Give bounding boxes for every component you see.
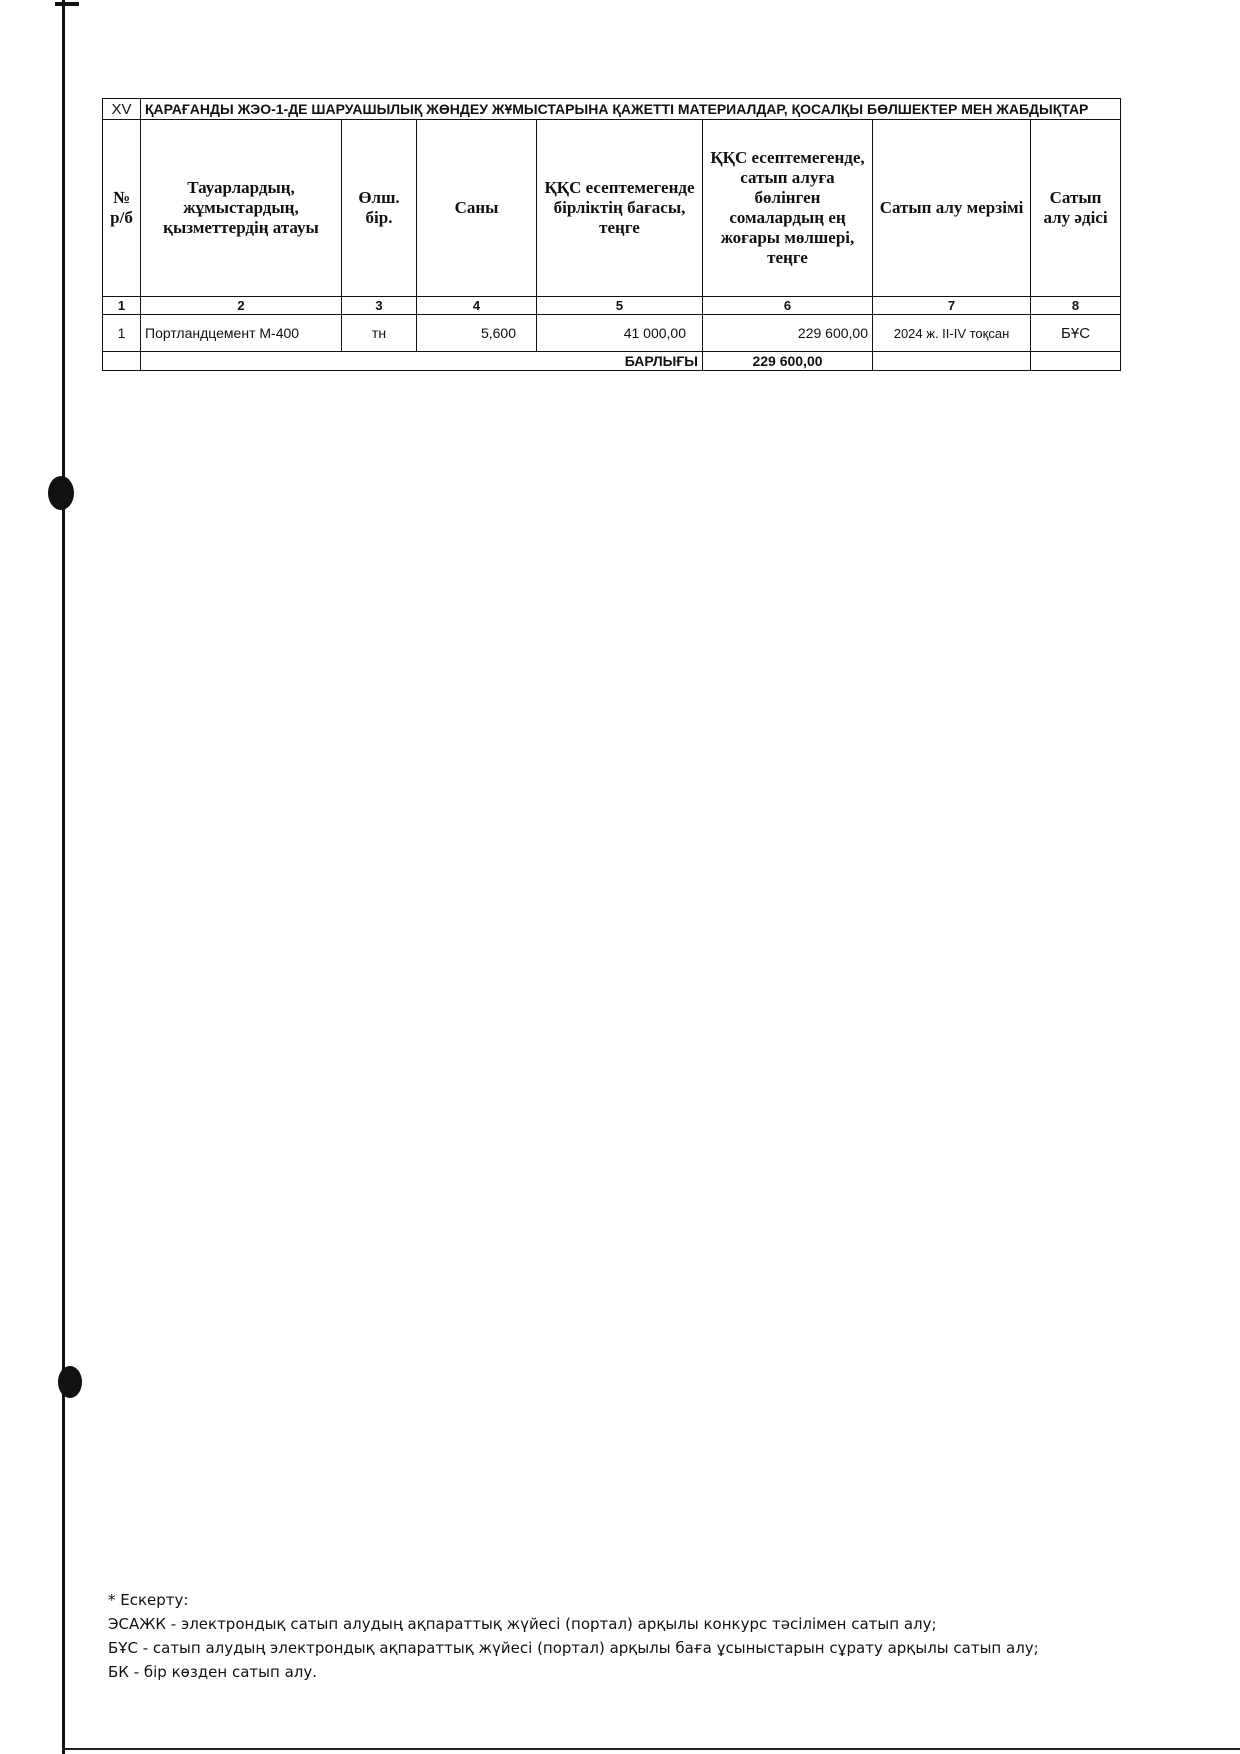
page-bottom-edge (62, 1748, 1240, 1750)
column-number: 3 (342, 297, 417, 315)
row-method: БҰС (1031, 315, 1121, 352)
row-qty: 5,600 (417, 315, 537, 352)
column-number: 5 (537, 297, 703, 315)
header-unit-price: ҚҚС есептемегенде бірліктің бағасы, теңге (537, 120, 703, 297)
total-row (103, 352, 1121, 371)
header-no: № р/б (103, 120, 141, 297)
row-unit-price: 41 000,00 (537, 315, 703, 352)
note-line: ЭСАЖК - электрондық сатып алудың ақпараттық жүйесі (портал) арқылы конкурс тәсілімен сатып алу; (108, 1615, 937, 1633)
row-amount: 229 600,00 (703, 315, 873, 352)
total-label: БАРЛЫҒЫ (141, 352, 703, 371)
row-unit: тн (342, 315, 417, 352)
procurement-table (102, 98, 1121, 371)
punch-hole-2 (58, 1366, 82, 1398)
total-value: 229 600,00 (703, 352, 873, 371)
column-number: 1 (103, 297, 141, 315)
column-number: 2 (141, 297, 342, 315)
note-line: БҰС - сатып алудың электрондық ақпараттық жүйесі (портал) арқылы баға ұсыныстарын сұрату арқылы сатып алу; (108, 1639, 1039, 1657)
section-row (103, 99, 1121, 120)
section-number: XV (103, 99, 141, 120)
column-number: 4 (417, 297, 537, 315)
header-name: Тауарлардың, жұмыстардың, қызметтердің атауы (141, 120, 342, 297)
column-number: 8 (1031, 297, 1121, 315)
column-number: 6 (703, 297, 873, 315)
note-line: БК - бір көзден сатып алу. (108, 1663, 318, 1681)
punch-hole-1 (48, 476, 74, 510)
column-number: 7 (873, 297, 1031, 315)
row-period: 2024 ж. II-IV тоқсан (873, 315, 1031, 352)
notes-block (108, 1588, 1108, 1684)
binding-edge-line (62, 0, 65, 1754)
column-number-row (103, 297, 1121, 315)
header-qty: Саны (417, 120, 537, 297)
header-amount: ҚҚС есептемегенде, сатып алуға бөлінген сомалардың ең жоғары мөлшері, теңге (703, 120, 873, 297)
total-empty-cell (873, 352, 1031, 371)
notes-heading: * Ескерту: (108, 1591, 189, 1609)
binding-edge-top (55, 2, 79, 6)
total-empty-cell (1031, 352, 1121, 371)
header-row (103, 120, 1121, 297)
section-title: ҚАРАҒАНДЫ ЖЭО-1-ДЕ ШАРУАШЫЛЫҚ ЖӨНДЕУ ЖҰМЫСТАРЫНА ҚАЖЕТТІ МАТЕРИАЛДАР, ҚОСАЛҚЫ БӨЛШЕКТЕР МЕН ЖАБДЫҚТАР (141, 99, 1121, 120)
header-method: Сатып алу әдісі (1031, 120, 1121, 297)
row-name: Портландцемент М-400 (141, 315, 342, 352)
row-no: 1 (103, 315, 141, 352)
header-period: Сатып алу мерзімі (873, 120, 1031, 297)
table-row (103, 315, 1121, 352)
header-unit: Өлш. бір. (342, 120, 417, 297)
total-empty-cell (103, 352, 141, 371)
